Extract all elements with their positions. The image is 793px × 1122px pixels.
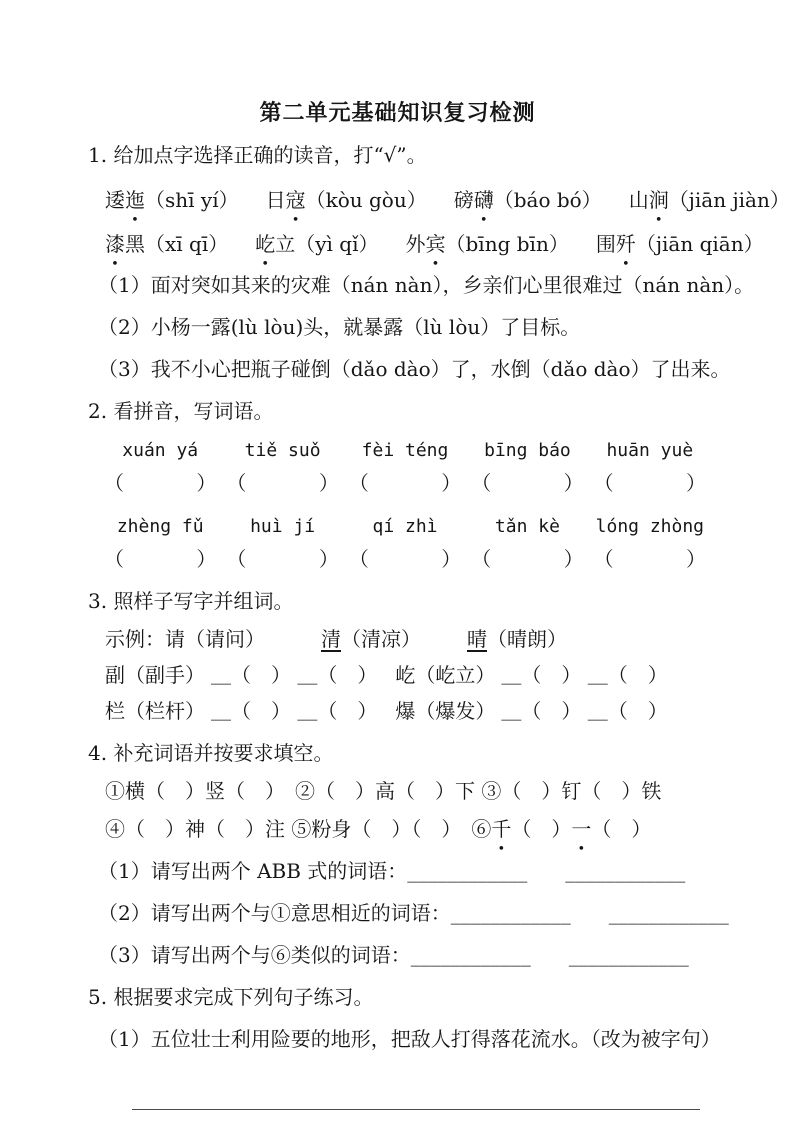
q1-word-row-1 — [88, 184, 790, 213]
dotted-char: 屹 — [255, 232, 276, 256]
idiom-text: ④（ ）神（ ）注 ⑤粉身（ ）（ ） ⑥ — [105, 817, 492, 841]
q2-bracket-row-2 — [104, 545, 706, 573]
word-item — [105, 184, 239, 213]
word-text: 黑 — [125, 232, 145, 256]
q3-row-1 — [88, 661, 707, 689]
pinyin-label: fèi téng — [361, 440, 449, 461]
answer-blanks: ＿（ ） ＿（ ） — [211, 663, 378, 687]
q1-word-row-2 — [88, 228, 764, 257]
pinyin-label: tiě suǒ — [244, 440, 321, 461]
word-item — [105, 228, 228, 257]
word-text: 日 — [265, 188, 286, 212]
answer-blank: ____________ — [450, 901, 571, 925]
answer-blanks: ＿（ ） ＿（ ） — [211, 699, 378, 723]
open-paren: （ — [104, 471, 124, 495]
sub-question-label: （1）请写出两个 ABB 式的词语： — [98, 859, 408, 883]
pinyin-label: huān yuè — [606, 440, 694, 461]
dotted-char: 寇 — [285, 188, 306, 212]
dotted-char: 一 — [571, 817, 592, 841]
q2-pinyin-row-2 — [104, 513, 706, 541]
word-text: 外 — [405, 232, 426, 256]
pinyin-options: （yì qǐ） — [295, 232, 379, 256]
dotted-char: 漆 — [105, 232, 125, 256]
close-paren: ） — [196, 547, 217, 571]
open-paren: （ — [226, 471, 247, 495]
answer-brackets — [226, 545, 338, 573]
word-text: 山 — [628, 188, 649, 212]
q4-sub-2 — [88, 899, 729, 927]
dotted-char: 歼 — [615, 232, 636, 256]
open-paren: （ — [593, 547, 614, 571]
answer-blank: ____________ — [565, 859, 686, 883]
sub-question-label: （2）请写出两个与①意思相近的词语： — [98, 901, 451, 925]
example-word: （清凉） — [341, 627, 421, 651]
answer-blank: ____________ — [407, 859, 528, 883]
idiom-text: （ ） — [591, 817, 652, 841]
q3-header: 3. 照样子写字并组词。 — [88, 589, 294, 613]
answer-brackets — [104, 469, 216, 497]
dotted-char: 宾 — [425, 232, 446, 256]
base-word: 爆（爆发） — [395, 699, 496, 723]
example-label: 示例：请（请问） — [105, 627, 265, 651]
open-paren: （ — [348, 547, 369, 571]
base-word: 副（副手） — [105, 663, 205, 687]
answer-blanks: ＿（ ） ＿（ ） — [501, 699, 668, 723]
q5-header: 5. 根据要求完成下列句子练习。 — [88, 985, 374, 1009]
word-text: 磅 — [453, 188, 474, 212]
sub-question-label: （3）请写出两个与⑥类似的词语： — [98, 943, 411, 967]
q5-sub-1: （1）五位壮士利用险要的地形，把敌人打得落花流水。（改为被字句） — [98, 1027, 721, 1051]
answer-brackets — [471, 469, 583, 497]
close-paren: ） — [686, 547, 707, 571]
open-paren: （ — [104, 547, 124, 571]
word-text: 围 — [595, 232, 616, 256]
answer-blank: ____________ — [608, 901, 729, 925]
q4-idioms-line-1: ①横（ ）竖（ ） ②（ ）高（ ）下 ③（ ）钉（ ）铁 — [105, 779, 662, 803]
dotted-char: 千 — [491, 817, 512, 841]
q1-header: 1. 给加点字选择正确的读音，打“√”。 — [88, 143, 427, 167]
pinyin-label: zhèng fǔ — [116, 516, 204, 537]
answer-brackets — [226, 469, 338, 497]
base-word: 屹（屹立） — [395, 663, 496, 687]
open-paren: （ — [471, 547, 492, 571]
q1-sub-3: （3）我不小心把瓶子碰倒（dǎo dào）了，水倒（dǎo dào）了出来。 — [98, 357, 731, 381]
idiom-text: （ ） — [511, 817, 572, 841]
close-paren: ） — [318, 547, 339, 571]
q2-header: 2. 看拼音，写词语。 — [88, 399, 274, 423]
dotted-char: 涧 — [648, 188, 669, 212]
close-paren: ） — [318, 471, 339, 495]
word-item — [266, 184, 427, 213]
pinyin-options: （bīng bīn） — [445, 232, 569, 256]
close-paren: ） — [196, 471, 217, 495]
q3-example — [88, 625, 707, 653]
close-paren: ） — [441, 471, 462, 495]
answer-brackets — [594, 545, 706, 573]
word-text: 逶 — [105, 188, 125, 212]
close-paren: ） — [441, 547, 462, 571]
pinyin-label: xuán yá — [122, 440, 199, 461]
answer-brackets — [349, 469, 461, 497]
word-item — [629, 184, 790, 213]
answer-blank: ____________ — [410, 943, 531, 967]
q1-sub-2: （2）小杨一露(lù lòu)头，就暴露（lù lòu）了目标。 — [98, 315, 581, 339]
answer-writing-line — [132, 1085, 700, 1110]
word-item — [596, 228, 764, 257]
word-item — [406, 228, 569, 257]
close-paren: ） — [563, 547, 584, 571]
pinyin-label: bīng báo — [484, 440, 571, 461]
word-item — [255, 228, 378, 257]
q4-sub-1 — [88, 857, 707, 885]
open-paren: （ — [348, 471, 369, 495]
dotted-char: 礴 — [473, 188, 494, 212]
q2-pinyin-row-1 — [104, 437, 706, 465]
example-word: （晴朗） — [487, 627, 567, 651]
q3-row-2 — [88, 697, 707, 725]
underlined-char: 清 — [321, 627, 341, 651]
base-word: 栏（栏杆） — [105, 699, 205, 723]
underlined-char: 晴 — [467, 627, 487, 651]
close-paren: ） — [563, 471, 584, 495]
page-title: 第二单元基础知识复习检测 — [259, 101, 536, 126]
pinyin-options: （kòu gòu） — [305, 188, 427, 212]
q2-bracket-row-1 — [104, 469, 706, 497]
answer-brackets — [471, 545, 583, 573]
pinyin-label: tǎn kè — [494, 516, 560, 537]
word-text: 立 — [275, 232, 296, 256]
pinyin-label: huì jí — [250, 516, 316, 537]
open-paren: （ — [471, 471, 492, 495]
pinyin-label: lóng zhòng — [595, 516, 705, 537]
dotted-char: 迤 — [125, 188, 145, 212]
answer-brackets — [104, 545, 216, 573]
q4-idioms-line-2 — [88, 815, 707, 843]
pinyin-label: qí zhì — [372, 516, 438, 537]
pinyin-options: （báo bó） — [493, 188, 602, 212]
answer-brackets — [349, 545, 461, 573]
pinyin-options: （xī qī） — [145, 232, 229, 256]
open-paren: （ — [226, 547, 247, 571]
answer-blank: ____________ — [568, 943, 689, 967]
answer-brackets — [594, 469, 706, 497]
q4-header: 4. 补充词语并按要求填空。 — [88, 741, 334, 765]
pinyin-options: （shī yí） — [145, 188, 239, 212]
pinyin-options: （jiān qiān） — [635, 232, 764, 256]
q1-sub-1: （1）面对突如其来的灾难（nán nàn），乡亲们心里很难过（nán nàn）。 — [98, 273, 755, 297]
open-paren: （ — [593, 471, 614, 495]
q4-sub-3 — [88, 941, 707, 969]
word-item — [454, 184, 602, 213]
answer-blanks: ＿（ ） ＿（ ） — [501, 663, 668, 687]
close-paren: ） — [686, 471, 707, 495]
pinyin-options: （jiān jiàn） — [668, 188, 790, 212]
